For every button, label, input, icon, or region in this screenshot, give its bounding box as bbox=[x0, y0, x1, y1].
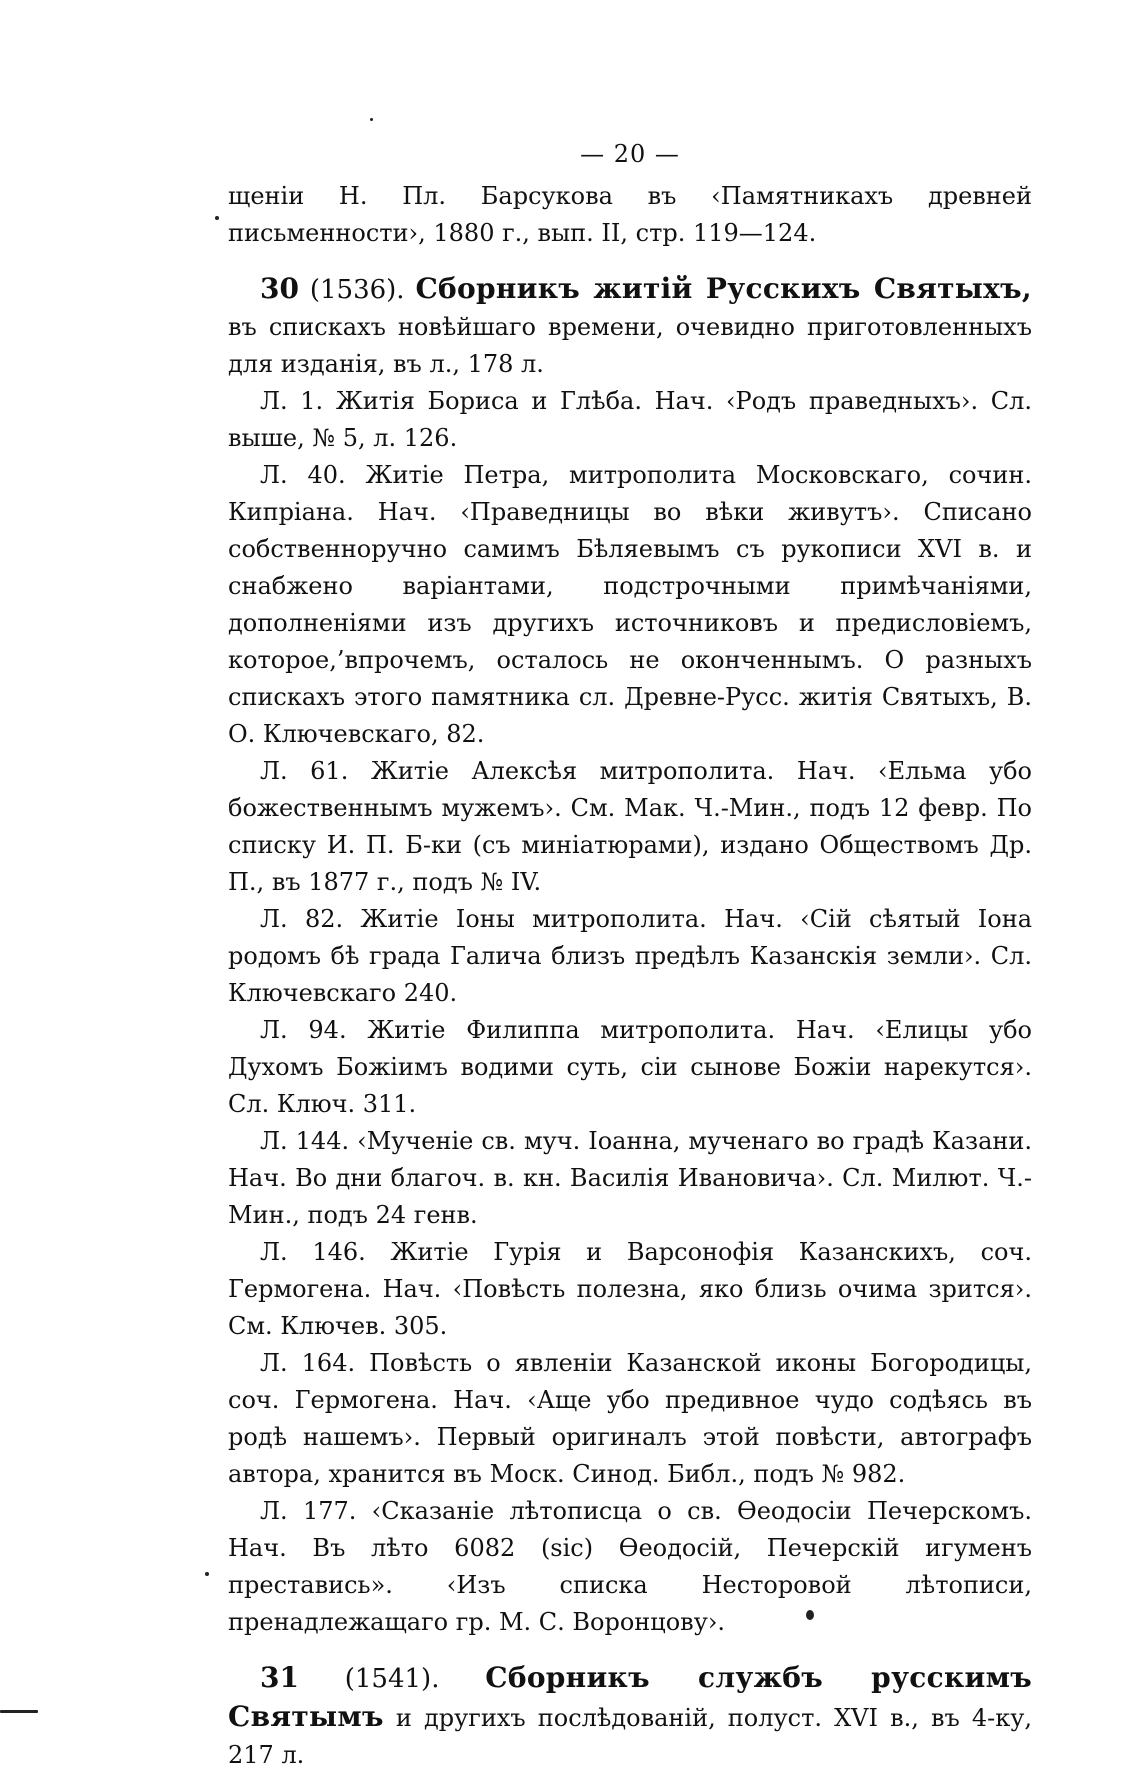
catalog-entry-31 bbox=[228, 1659, 1032, 1774]
catalog-entry-30 bbox=[228, 270, 1032, 1641]
entry-30-item: Л. 94. Житіе Филиппа митрополита. Нач. ‹Елицы убо Духомъ Божіимъ водими суть, сіи сынове Божіи нарекутся›. Сл. Ключ. 311. bbox=[228, 1016, 1032, 1118]
scan-speck bbox=[370, 118, 373, 121]
entry-30-year: (1536). bbox=[309, 275, 405, 305]
entry-31-year: (1541). bbox=[344, 1664, 440, 1694]
scan-speck bbox=[806, 1610, 814, 1620]
page-body bbox=[228, 140, 1032, 1774]
entry-30-item: Л. 177. ‹Сказаніе лѣтописца о св. Ѳеодосіи Печерскомъ. Нач. Въ лѣто 6082 (sic) Ѳеодосій, Печерскій игуменъ преставись». ‹Изъ списка Несторовой лѣтописи, пренадлежащаго гр. М. С. Воронцову›. bbox=[228, 1497, 1032, 1636]
entry-31-number: 31 bbox=[260, 1661, 299, 1694]
entry-30-item: Л. 146. Житіе Гурія и Варсонофія Казанскихъ, соч. Гермогена. Нач. ‹Повѣсть полезна, яко близь очима зрится›. См. Ключев. 305. bbox=[228, 1238, 1032, 1340]
scan-speck bbox=[215, 216, 219, 220]
entry-30-heading bbox=[228, 270, 1032, 383]
entry-30-number: 30 bbox=[260, 272, 299, 305]
entry-30-item: Л. 144. ‹Мученіе св. муч. Іоанна, мученаго во градѣ Казани. Нач. Во дни благоч. в. кн. Василія Ивановича›. Сл. Милют. Ч.-Мин., подъ 24 генв. bbox=[228, 1127, 1032, 1229]
page-number: — 20 — bbox=[580, 140, 680, 168]
entry-31-title: Сборникъ службъ русскимъ Святымъ bbox=[228, 1661, 1032, 1733]
entry-31-heading bbox=[228, 1659, 1032, 1774]
entry-30-item: Л. 164. Повѣсть о явленіи Казанской иконы Богородицы, соч. Гермогена. Нач. ‹Аще убо предивное чудо содѣясь въ родѣ нашемъ›. Первый оригиналъ этой повѣсти, автографъ автора, хранится въ Моск. Синод. Библ., подъ № 982. bbox=[228, 1349, 1032, 1488]
entry-30-description: въ спискахъ новѣйшаго времени, очевидно приготовленныхъ для изданія, въ л., 178 л. bbox=[228, 313, 1032, 378]
entry-30-item: Л. 40. Житіе Петра, митрополита Московскаго, сочин. Кипріана. Нач. ‹Праведницы во вѣки живутъ›. Списано собственноручно самимъ Бѣляевымъ съ рукописи XVI в. и снабжено варіантами, подстрочными примѣчаніями, дополненіями изъ другихъ источниковъ и предисловіемъ, которое,’впрочемъ, осталось не оконченнымъ. О разныхъ спискахъ этого памятника сл. Древне-Русс. житія Святыхъ, В. О. Ключевскаго, 82. bbox=[228, 461, 1032, 748]
entry-30-item: Л. 82. Житіе Іоны митрополита. Нач. ‹Сій сѣятый Іона родомъ бѣ града Галича близъ предѣлъ Казанскія земли›. Сл. Ключевскаго 240. bbox=[228, 905, 1032, 1007]
entry-31-description: другихъ послѣдованій, полуст. XVI в., въ 4-ку, 217 л. bbox=[228, 1704, 1032, 1769]
scan-speck bbox=[205, 1572, 209, 1576]
entry-30-item: Л. 1. Житія Бориса и Глѣба. Нач. ‹Родъ праведныхъ›. Сл. выше, № 5, л. 126. bbox=[228, 387, 1032, 452]
entry-30-item: Л. 61. Житіе Алексѣя митрополита. Нач. ‹Ельма убо божественнымъ мужемъ›. См. Мак. Ч.-Мин., подъ 12 февр. По списку И. П. Б-ки (съ миніатюрами), издано Обществомъ Др. П., въ 1877 г., подъ № IV. bbox=[228, 757, 1032, 896]
entry-30-title: Сборникъ житій Русскихъ Святыхъ, bbox=[415, 272, 1032, 305]
continuation-paragraph: щеніи Н. Пл. Барсукова въ ‹Памятникахъ древней письменности›, 1880 г., вып. II, стр. 119—124. bbox=[228, 182, 1032, 247]
entry-31-title-tail: и bbox=[395, 1704, 412, 1732]
scan-speck bbox=[0, 1710, 38, 1713]
